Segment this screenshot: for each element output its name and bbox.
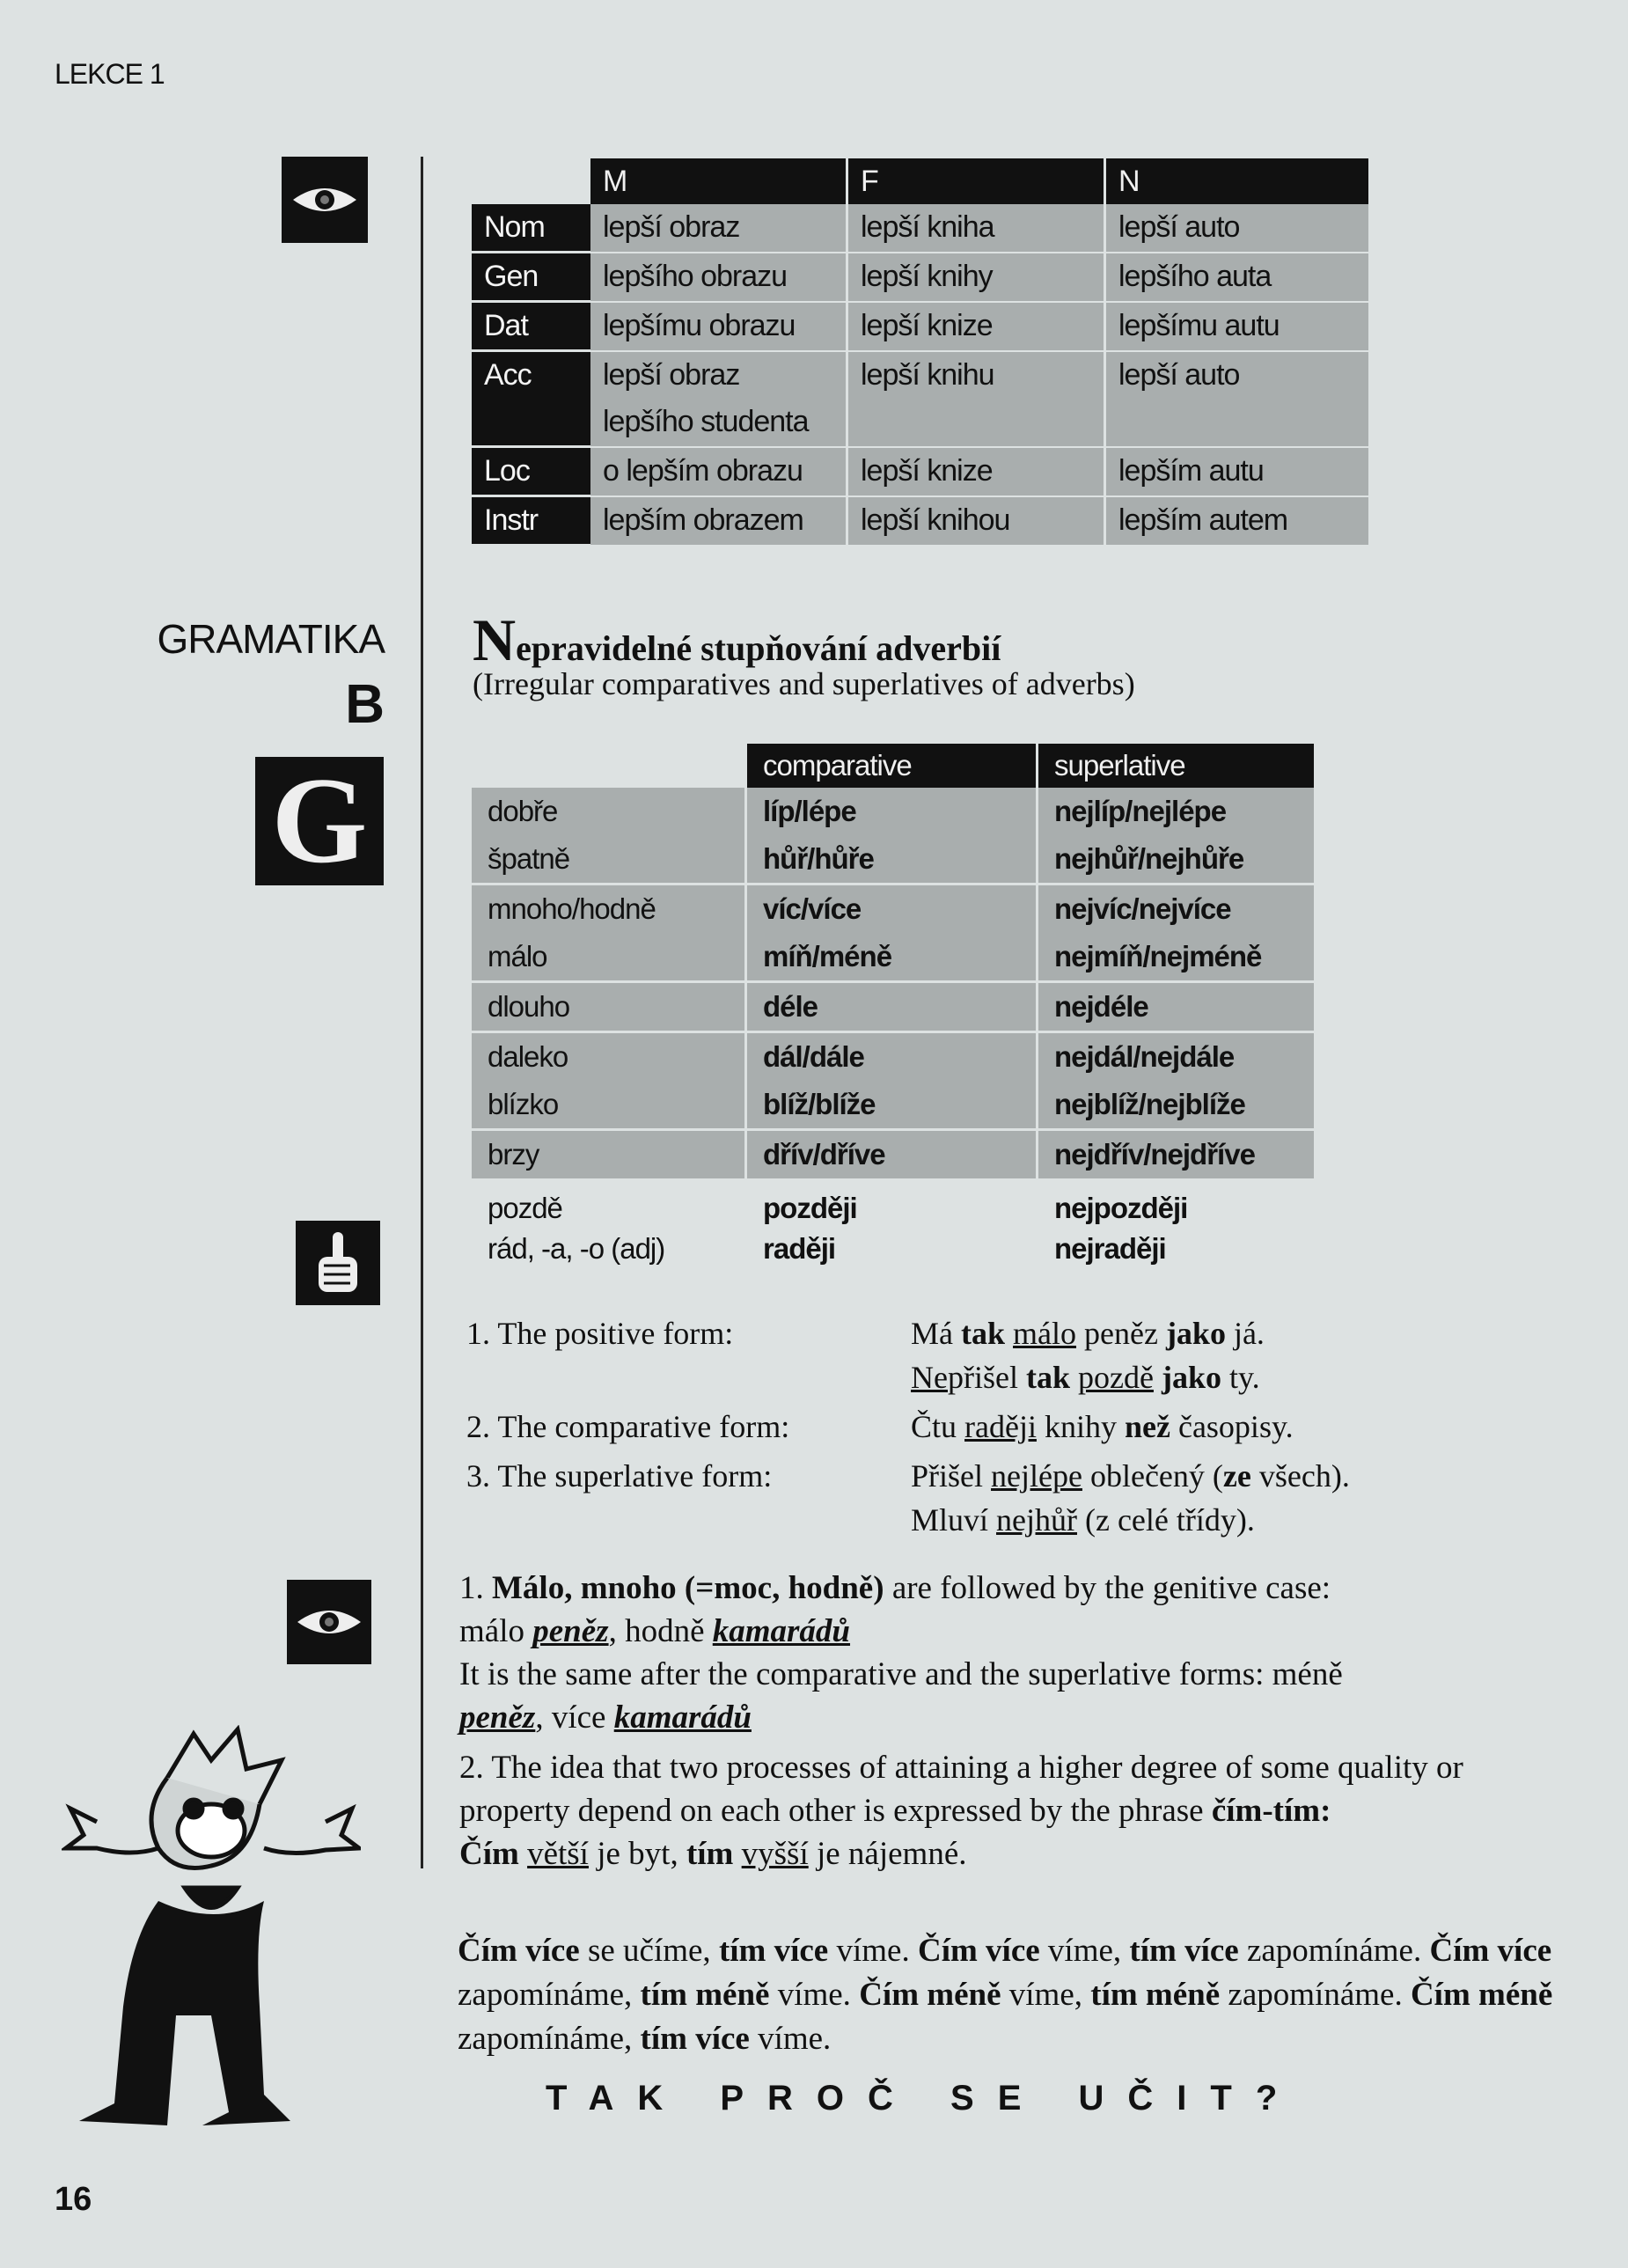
comparative-word: raději <box>763 1232 836 1265</box>
comparative-word: líp/lépe <box>763 795 856 827</box>
table-row <box>472 448 1371 497</box>
declension-table <box>472 158 1371 547</box>
header-m: M <box>590 158 848 204</box>
superlative-cell <box>1038 1181 1316 1269</box>
comparative-word: víc/více <box>763 892 862 925</box>
superlative-word: nejdál/nejdále <box>1054 1040 1235 1073</box>
note-1-example2: peněz, více kamarádů <box>459 1699 752 1736</box>
section-subtitle: (Irregular comparatives and superlatives of adverbs) <box>473 666 1135 701</box>
example-line: Nepřišel tak pozdě jako ty. <box>911 1360 1260 1395</box>
form-examples <box>911 1454 1350 1542</box>
cell-n: lepšímu autu <box>1106 303 1371 352</box>
positive-word: málo <box>488 940 547 973</box>
example-line: Přišel nejlépe oblečený (ze všech). <box>911 1458 1350 1494</box>
cartoon-character-illustration <box>62 1725 361 2139</box>
cell-n: lepšího auta <box>1106 253 1371 303</box>
comparative-word: míň/méně <box>763 940 892 973</box>
superlative-word: nejmíň/nejméně <box>1054 940 1262 973</box>
cell-n: lepším autu <box>1106 448 1371 497</box>
comparative-cell <box>747 788 1038 885</box>
positive-cell: dlouho <box>472 983 747 1033</box>
cell-f: lepší kniha <box>848 204 1106 253</box>
example-line: Mluví nejhůř (z celé třídy). <box>911 1502 1255 1538</box>
superlative-cell: nejdřív/nejdříve <box>1038 1131 1316 1181</box>
form-examples <box>911 1311 1265 1399</box>
note-2-example: Čím větší je byt, tím vyšší je nájemné. <box>459 1836 967 1872</box>
cell-m: lepšímu obrazu <box>590 303 848 352</box>
positive-cell <box>472 788 747 885</box>
header-superlative: superlative <box>1038 744 1316 788</box>
comparative-cell <box>747 885 1038 983</box>
positive-word: mnoho/hodně <box>488 892 656 925</box>
adverb-table <box>472 744 1316 1269</box>
positive-word: rád, -a, -o (adj) <box>488 1232 665 1265</box>
comparative-cell: déle <box>747 983 1038 1033</box>
positive-cell <box>472 885 747 983</box>
cell-m: o lepším obrazu <box>590 448 848 497</box>
comparative-word: později <box>763 1192 857 1224</box>
cell-f: lepší knize <box>848 303 1106 352</box>
cell-m: lepšího obrazu <box>590 253 848 303</box>
superlative-word: nejraději <box>1054 1232 1166 1265</box>
list-item <box>466 1311 1584 1399</box>
superlative-cell <box>1038 788 1316 885</box>
section-label-letter: B <box>345 674 385 735</box>
case-label: Dat <box>472 303 590 352</box>
positive-cell: brzy <box>472 1131 747 1181</box>
eye-icon <box>282 157 368 243</box>
g-logo-icon: G <box>255 757 384 885</box>
table-row <box>472 497 1371 547</box>
superlative-word: nejhůř/nejhůře <box>1054 842 1244 875</box>
superlative-word: nejpozději <box>1054 1192 1188 1224</box>
cell-f: lepší knihou <box>848 497 1106 547</box>
table-row <box>472 253 1371 303</box>
cell-n: lepším autem <box>1106 497 1371 547</box>
form-label: 1. The positive form: <box>466 1316 734 1351</box>
cell-m-line2: lepšího studenta <box>603 405 809 438</box>
positive-word: pozdě <box>488 1192 562 1224</box>
comparative-cell <box>747 1033 1038 1131</box>
comparative-word: blíž/blíže <box>763 1088 876 1120</box>
closing-paragraph: Čím více se učíme, tím více víme. Čím více víme, tím více zapomínáme. Čím více zapomínáme, tím méně víme. Čím méně víme, tím méně zapomínáme. Čím méně zapomínáme, tím více víme. <box>458 1933 1553 2057</box>
list-item <box>466 1454 1584 1542</box>
superlative-word: nejlíp/nejlépe <box>1054 795 1227 827</box>
table-row <box>472 1181 1316 1269</box>
table-row <box>472 352 1371 448</box>
cell-m <box>590 352 848 448</box>
forms-list <box>466 1311 1584 1542</box>
cell-f: lepší knihy <box>848 253 1106 303</box>
table-row <box>472 303 1371 352</box>
header-comparative: comparative <box>747 744 1038 788</box>
eye-icon <box>287 1580 371 1664</box>
cell-f: lepší knize <box>848 448 1106 497</box>
table-row <box>472 1131 1316 1181</box>
example-line: Čtu raději knihy než časopisy. <box>911 1409 1294 1444</box>
case-label: Nom <box>472 204 590 253</box>
table-row <box>472 204 1371 253</box>
positive-word: dobře <box>488 795 558 827</box>
margin-rule <box>421 157 423 1868</box>
title-rest: epravidelné stupňování adverbií <box>516 628 1001 668</box>
comparative-cell <box>747 1181 1038 1269</box>
example-line: Má tak málo peněz jako já. <box>911 1316 1265 1351</box>
note-1: 1. Málo, mnoho (=moc, hodně) are followed by the genitive case: <box>459 1570 1331 1606</box>
page-header: LEKCE 1 <box>55 58 165 90</box>
note-2: 2. The idea that two processes of attaining a higher degree of some quality or property depend on each other is expressed by the phrase čím-tím: <box>459 1750 1463 1829</box>
header-n: N <box>1106 158 1371 204</box>
positive-cell <box>472 1181 747 1269</box>
page-number: 16 <box>55 2181 92 2218</box>
table-row <box>472 788 1316 885</box>
superlative-cell <box>1038 885 1316 983</box>
pointing-hand-icon <box>296 1221 380 1305</box>
title-initial: N <box>473 606 517 673</box>
form-label: 2. The comparative form: <box>466 1409 790 1444</box>
superlative-cell <box>1038 1033 1316 1131</box>
note-1-line2: It is the same after the comparative and the superlative forms: méně <box>459 1656 1343 1692</box>
cell-m-line1: lepší obraz <box>603 358 740 392</box>
table-row <box>472 983 1316 1033</box>
cell-m: lepším obrazem <box>590 497 848 547</box>
table-row <box>472 885 1316 983</box>
comparative-word: dál/dále <box>763 1040 864 1073</box>
superlative-cell: nejdéle <box>1038 983 1316 1033</box>
comparative-cell: dřív/dříve <box>747 1131 1038 1181</box>
case-label: Acc <box>472 352 590 448</box>
note-1-example: málo peněz, hodně kamarádů <box>459 1613 851 1649</box>
cell-m: lepší obraz <box>590 204 848 253</box>
comparative-word: hůř/hůře <box>763 842 874 875</box>
case-label: Loc <box>472 448 590 497</box>
section-label-gramatika: GRAMATIKA <box>157 616 385 662</box>
case-label: Gen <box>472 253 590 303</box>
form-label: 3. The superlative form: <box>466 1458 773 1494</box>
final-question: TAK PROČ SE UČIT? <box>546 2079 1302 2118</box>
positive-cell <box>472 1033 747 1131</box>
cell-f: lepší knihu <box>848 352 1106 448</box>
positive-word: daleko <box>488 1040 568 1073</box>
positive-word: špatně <box>488 842 570 875</box>
cell-n: lepší auto <box>1106 204 1371 253</box>
cell-n: lepší auto <box>1106 352 1371 448</box>
list-item <box>466 1405 1584 1449</box>
table-row <box>472 1033 1316 1131</box>
superlative-word: nejblíž/nejblíže <box>1054 1088 1245 1120</box>
header-f: F <box>848 158 1106 204</box>
case-label: Instr <box>472 497 590 547</box>
superlative-word: nejvíc/nejvíce <box>1054 892 1231 925</box>
positive-word: blízko <box>488 1088 559 1120</box>
grammar-notes <box>459 1567 1577 1875</box>
